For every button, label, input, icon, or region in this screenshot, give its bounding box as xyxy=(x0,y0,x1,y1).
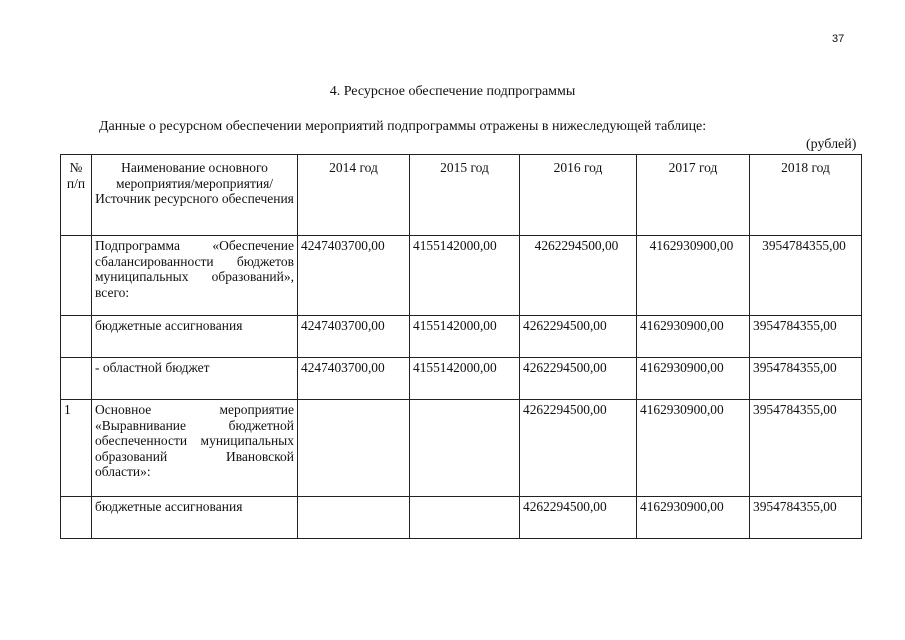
header-2015: 2015 год xyxy=(410,155,520,236)
cell-2018: 3954784355,00 xyxy=(750,236,862,316)
cell-2017: 4162930900,00 xyxy=(637,316,750,358)
cell-name: бюджетные ассигнования xyxy=(92,497,298,539)
cell-num: 1 xyxy=(61,400,92,497)
section-title: 4. Ресурсное обеспечение подпрограммы xyxy=(329,84,576,99)
table-row xyxy=(61,358,862,400)
intro-text: Данные о ресурсном обеспечении мероприятий подпрограммы отражены в нижеследующей таблице: xyxy=(99,119,707,134)
cell-2015: 4155142000,00 xyxy=(410,316,520,358)
cell-num xyxy=(61,236,92,316)
cell-2014: 4247403700,00 xyxy=(298,358,410,400)
cell-num xyxy=(61,358,92,400)
cell-name: бюджетные ассигнования xyxy=(92,316,298,358)
header-2017: 2017 год xyxy=(637,155,750,236)
cell-2015 xyxy=(410,400,520,497)
cell-2015 xyxy=(410,497,520,539)
header-2016: 2016 год xyxy=(520,155,637,236)
header-num: № п/п xyxy=(61,155,92,236)
table-row xyxy=(61,400,862,497)
cell-2016: 4262294500,00 xyxy=(520,236,637,316)
cell-name: - областной бюджет xyxy=(92,358,298,400)
table-row xyxy=(61,236,862,316)
cell-num xyxy=(61,316,92,358)
cell-2014 xyxy=(298,497,410,539)
table-row xyxy=(61,497,862,539)
cell-2016: 4262294500,00 xyxy=(520,400,637,497)
cell-2017: 4162930900,00 xyxy=(637,400,750,497)
resource-table xyxy=(60,154,862,539)
cell-2015: 4155142000,00 xyxy=(410,358,520,400)
header-2014: 2014 год xyxy=(298,155,410,236)
page-number: 37 xyxy=(832,33,845,45)
cell-2018: 3954784355,00 xyxy=(750,358,862,400)
cell-2018: 3954784355,00 xyxy=(750,400,862,497)
cell-2017: 4162930900,00 xyxy=(637,236,750,316)
unit-label: (рублей) xyxy=(806,137,857,152)
cell-2017: 4162930900,00 xyxy=(637,358,750,400)
cell-2018: 3954784355,00 xyxy=(750,497,862,539)
header-2018: 2018 год xyxy=(750,155,862,236)
header-name: Наименование основного мероприятия/мероприятия/Источник ресурсного обеспечения xyxy=(92,155,298,236)
cell-2014: 4247403700,00 xyxy=(298,236,410,316)
cell-2016: 4262294500,00 xyxy=(520,358,637,400)
cell-2014: 4247403700,00 xyxy=(298,316,410,358)
cell-name: Подпрограмма «Обеспечение сбалансированности бюджетов муниципальных образований», всего: xyxy=(92,236,298,316)
cell-2014 xyxy=(298,400,410,497)
cell-name: Основное мероприятие «Выравнивание бюджетной обеспеченности муниципальных образований Ивановской области»: xyxy=(92,400,298,497)
table-row xyxy=(61,316,862,358)
cell-num xyxy=(61,497,92,539)
cell-2018: 3954784355,00 xyxy=(750,316,862,358)
cell-2017: 4162930900,00 xyxy=(637,497,750,539)
cell-2016: 4262294500,00 xyxy=(520,497,637,539)
cell-2015: 4155142000,00 xyxy=(410,236,520,316)
table-header-row xyxy=(61,155,862,236)
cell-2016: 4262294500,00 xyxy=(520,316,637,358)
